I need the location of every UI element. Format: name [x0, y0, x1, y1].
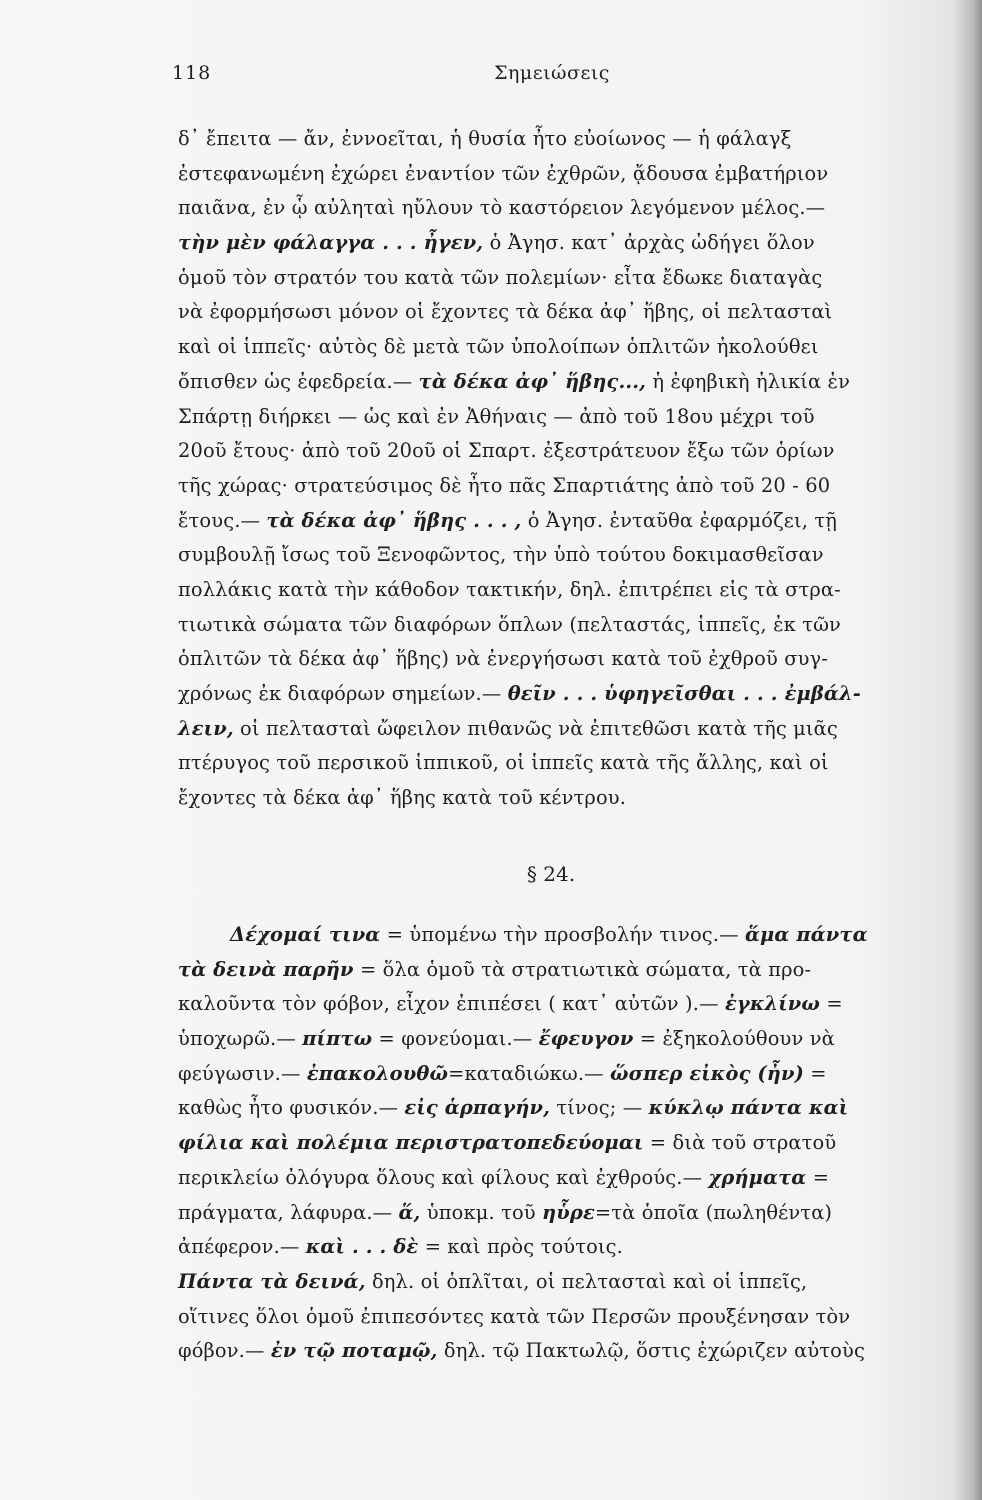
lemma-text: εἰς ἁρπαγήν, — [404, 1096, 550, 1120]
text-line — [178, 1230, 926, 1265]
gloss-text: ἐστεφανωμένη ἐχώρει ἐναντίον τῶν ἐχθρῶν, ᾄδουσα ἐμβατήριον — [178, 161, 829, 185]
lemma-text: καὶ . . . δὲ — [305, 1235, 419, 1259]
lemma-text: ηὗρε — [542, 1200, 595, 1224]
gloss-text: 20οῦ ἔτους· ἀπὸ τοῦ 20οῦ οἱ Σπαρτ. ἐξεστράτευον ἔξω τῶν ὁρίων — [178, 439, 835, 463]
lemma-text: χρήματα — [708, 1165, 807, 1189]
lemma-text: θεῖν . . . ὑφηγεῖσθαι . . . ἐμβάλ- — [507, 682, 861, 705]
gloss-text: δηλ. τῷ Πακτωλῷ, ὅστις ἐχώριζεν αὐτοὺς — [437, 1339, 865, 1363]
section-heading: § 24. — [526, 862, 576, 886]
text-line — [178, 712, 926, 747]
lemma-text: ὥσπερ εἰκὸς (ἦν) — [610, 1061, 804, 1085]
gloss-text: = φονεύομαι.— — [372, 1027, 539, 1051]
text-line — [178, 1126, 926, 1161]
gloss-text: καθὼς ἦτο φυσικόν.— — [178, 1096, 405, 1120]
gloss-text: τιωτικὰ σώματα τῶν διαφόρων ὅπλων (πελταστάς, ἱππεῖς, ἐκ τῶν — [178, 612, 841, 636]
text-line — [178, 1022, 926, 1057]
text-line — [178, 953, 926, 988]
gloss-text: = διὰ τοῦ στρατοῦ — [643, 1131, 837, 1155]
page-header — [172, 62, 802, 92]
text-line — [178, 573, 926, 608]
text-line — [178, 677, 926, 712]
text-line — [178, 191, 926, 226]
page-number: 118 — [172, 62, 212, 84]
lemma-text: φίλια καὶ πολέμια περιστρατοπεδεύομαι — [178, 1131, 644, 1155]
running-head: Σημειώσεις — [494, 62, 610, 84]
gloss-text: νὰ ἐφορμήσωσι μόνον οἱ ἔχοντες τὰ δέκα ἀφ᾽ ἥβης, οἱ πελτασταὶ — [178, 300, 833, 324]
gloss-text: παιᾶνα, ἐν ᾧ αὐληταὶ ηὔλουν τὸ καστόρειον λεγόμενον μέλος.— — [178, 196, 826, 220]
text-line — [178, 365, 926, 400]
lemma-text: λειν, — [178, 716, 234, 740]
gloss-text: φόβον.— — [178, 1339, 271, 1363]
lemma-text: Δέχομαί τινα — [230, 923, 381, 946]
gloss-text: ὁμοῦ τὸν στρατόν του κατὰ τῶν πολεμίων· εἶτα ἔδωκε διαταγὰς — [178, 265, 823, 289]
lemma-text: ἅμα πάντα — [744, 923, 868, 946]
text-line — [178, 781, 926, 816]
lemma-text: ἐγκλίνω — [724, 992, 821, 1016]
text-line — [178, 642, 926, 677]
gloss-text: Σπάρτῃ διήρκει — ὡς καὶ ἐν Ἀθήναις — ἀπὸ τοῦ 18ου μέχρι τοῦ — [178, 404, 815, 428]
gloss-text: = — [803, 1061, 827, 1085]
text-line — [178, 987, 926, 1022]
lemma-text: ἐν τῷ ποταμῷ, — [270, 1339, 438, 1363]
text-line — [178, 538, 926, 573]
gloss-text: καλοῦντα τὸν φόβον, εἶχον ἐπιπέσει ( κατ᾽ αὐτῶν ).— — [178, 992, 725, 1016]
gloss-text: τῆς χώρας· στρατεύσιμος δὲ ἦτο πᾶς Σπαρτιάτης ἀπὸ τοῦ 20 - 60 — [178, 473, 831, 497]
gloss-text: συμβουλῇ ἴσως τοῦ Ξενοφῶντος, τὴν ὑπὸ τούτου δοκιμασθεῖσαν — [178, 543, 824, 567]
lemma-text: τὰ δεινὰ παρῆν — [178, 957, 354, 981]
lemma-text: τὰ δέκα ἀφ᾽ ἥβης . . . , — [266, 508, 522, 532]
text-line — [178, 1091, 926, 1126]
gloss-text: τίνος; — — [550, 1096, 649, 1120]
notes-paragraph-2 — [178, 918, 926, 1369]
gloss-text: φεύγωσιν.— — [178, 1061, 307, 1085]
gloss-text: ὁ Ἀγησ. κατ᾽ ἀρχὰς ὡδήγει ὅλον — [483, 231, 815, 255]
gloss-text: πολλάκις κατὰ τὴν κάθοδον τακτικήν, δηλ. ἐπιτρέπει εἰς τὰ στρα- — [178, 577, 841, 601]
text-line — [178, 1161, 926, 1196]
text-line — [178, 746, 926, 781]
gloss-text: ὄπισθεν ὡς ἐφεδρεία.— — [178, 369, 419, 393]
lemma-text: ἐπακολουθῶ — [306, 1061, 449, 1085]
gloss-text: = ὑπομένω τὴν προσβολήν τινος.— — [380, 923, 745, 946]
gloss-text: ἔχοντες τὰ δέκα ἀφ᾽ ἥβης κατὰ τοῦ κέντρου. — [178, 786, 627, 810]
gloss-text: πτέρυγος τοῦ περσικοῦ ἱππικοῦ, οἱ ἱππεῖς κατὰ τῆς ἄλλης, καὶ οἱ — [178, 751, 829, 775]
text-line — [178, 226, 926, 261]
text-line — [178, 1300, 926, 1335]
notes-paragraph-1 — [178, 122, 926, 816]
gloss-text: χρόνως ἐκ διαφόρων σημείων.— — [178, 682, 508, 705]
gloss-text: ἀπέφερον.— — [178, 1235, 306, 1259]
text-line — [178, 434, 926, 469]
text-line — [178, 261, 926, 296]
lemma-text: Πάντα τὰ δεινά, — [178, 1269, 366, 1293]
gloss-text: =τὰ ὁποῖα (πωληθέντα) — [594, 1200, 833, 1224]
lemma-text: ἔφευγον — [538, 1027, 634, 1051]
lemma-text: τὴν μὲν φάλαγγα . . . ἦγεν, — [178, 231, 484, 255]
gloss-text: οἱ πελτασταὶ ὤφειλον πιθανῶς νὰ ἐπιτεθῶσι κατὰ τῆς μιᾶς — [233, 716, 838, 740]
gloss-text: περικλείω ὀλόγυρα ὅλους καὶ φίλους καὶ ἐχθρούς.— — [178, 1165, 709, 1189]
page-binding-shadow — [952, 0, 982, 1500]
gloss-text: δ᾽ ἔπειτα — ἄν, ἐννοεῖται, ἡ θυσία ἦτο εὐοίωνος — ἡ φάλαγξ — [178, 127, 792, 150]
text-line — [178, 122, 926, 157]
text-line — [178, 1196, 926, 1231]
lemma-text: πίπτω — [302, 1027, 373, 1051]
text-line — [178, 1334, 926, 1369]
gloss-text: = καὶ πρὸς τούτοις. — [418, 1235, 623, 1259]
text-line — [178, 469, 926, 504]
text-line — [178, 1265, 926, 1300]
text-line — [178, 157, 926, 192]
lemma-text: κύκλῳ πάντα καὶ — [648, 1096, 849, 1120]
gloss-text: ἔτους.— — [178, 508, 267, 532]
gloss-text: ὁπλιτῶν τὰ δέκα ἀφ᾽ ἥβης) νὰ ἐνεργήσωσι κατὰ τοῦ ἐχθροῦ συγ- — [178, 647, 828, 671]
gloss-text: ὑποχωρῶ.— — [178, 1027, 303, 1051]
text-line — [178, 918, 926, 953]
text-line — [178, 330, 926, 365]
gloss-text: οἵτινες ὅλοι ὁμοῦ ἐπιπεσόντες κατὰ τῶν Περσῶν προυξένησαν τὸν — [178, 1304, 851, 1328]
gloss-text: = ὅλα ὁμοῦ τὰ στρατιωτικὰ σώματα, τὰ προ- — [353, 957, 812, 981]
gloss-text: δηλ. οἱ ὁπλῖται, οἱ πελτασταὶ καὶ οἱ ἱππεῖς, — [365, 1269, 808, 1293]
gloss-text: =καταδιώκω.— — [448, 1061, 611, 1085]
gloss-text: = — [820, 992, 843, 1016]
text-line — [178, 400, 926, 435]
text-line — [178, 504, 926, 539]
gloss-text: ὑποκμ. τοῦ — [420, 1200, 543, 1224]
gloss-text: καὶ οἱ ἱππεῖς· αὐτὸς δὲ μετὰ τῶν ὑπολοίπων ὁπλιτῶν ἠκολούθει — [178, 335, 819, 359]
text-line — [178, 295, 926, 330]
text-line — [178, 1057, 926, 1092]
lemma-text: τὰ δέκα ἀφ᾽ ἥβης..., — [418, 369, 647, 393]
lemma-text: ἅ, — [398, 1200, 421, 1224]
gloss-text: = — [806, 1165, 830, 1189]
gloss-text: = ἐξηκολούθουν νὰ — [633, 1027, 835, 1051]
gloss-text: ἡ ἐφηβικὴ ἡλικία ἐν — [646, 369, 851, 393]
gloss-text: πράγματα, λάφυρα.— — [178, 1200, 399, 1224]
text-line — [178, 608, 926, 643]
gloss-text: ὁ Ἀγησ. ἐνταῦθα ἐφαρμόζει, τῇ — [521, 508, 838, 532]
